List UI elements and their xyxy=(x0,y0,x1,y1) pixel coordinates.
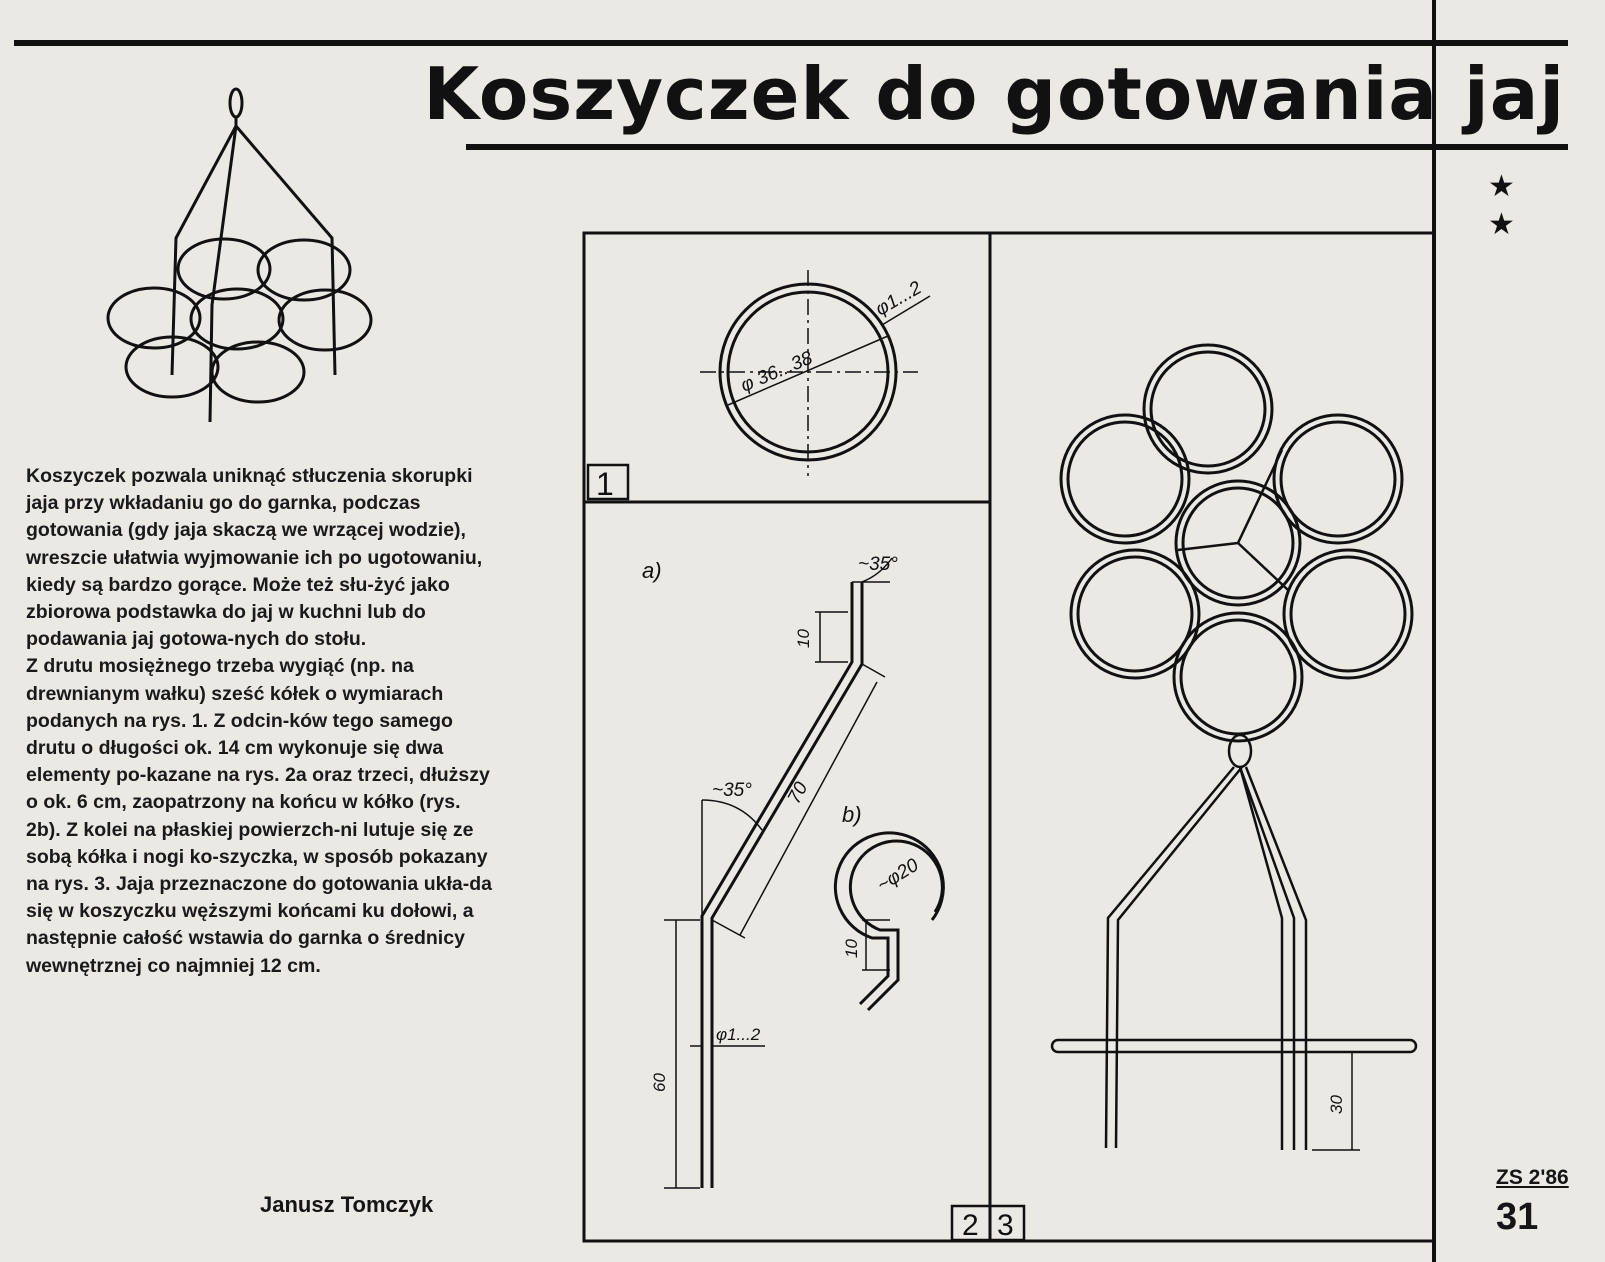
body-paragraph-1: Koszyczek pozwala uniknąć stłuczenia skorupki jaja przy wkładaniu go do garnka, podczas gotowania (gdy jaja skaczą we wrzącej wodzie), wreszcie ułatwia wyjmowanie ich po ugotowaniu, kiedy są bardzo gorące. Może też słu-żyć jako zbiorowa podstawka do jaj w kuchni lub do podawania jaj gotowa-nych do stołu. xyxy=(26,465,483,651)
author-name: Janusz Tomczyk xyxy=(260,1192,434,1217)
figure-1 xyxy=(588,270,930,502)
fig2-angle-top: ~35° xyxy=(858,554,898,575)
page-number: 31 xyxy=(1496,1196,1539,1238)
fig2-dim-top-leg: 10 xyxy=(794,629,813,648)
fig2-dim-wire: φ1...2 xyxy=(716,1025,761,1044)
fig1-number: 1 xyxy=(596,466,614,502)
figure-2b xyxy=(835,802,943,1010)
fig1-dim-wire: φ1...2 xyxy=(872,277,926,321)
issue-label: ZS 2'86 xyxy=(1496,1166,1569,1189)
fig2-dim-ring: ~φ20 xyxy=(873,854,923,897)
fig2-dim-bottom: 60 xyxy=(650,1073,669,1092)
fig3-dim-height: 30 xyxy=(1327,1095,1346,1114)
body-paragraph-2: Z drutu mosiężnego trzeba wygiąć (np. na drewnianym wałku) sześć kółek o wymiarach podanych na rys. 1. Z odcin-ków tego samego drutu o długości ok. 14 cm wykonuje się dwa elementy po-kazane na rys. 2a oraz trzeci, dłuższy o ok. 6 cm, zaopatrzony na końcu w kółko (rys. 2b). Z kolei na płaskiej powierzch-ni lutuje się ze sobą kółka i nogi ko-szyczka, w sposób pokazany na rys. 3. Jaja przeznaczone do gotowania ukła-da się w koszyczku węższymi końcami ku dołowi, a następnie całość wstawia do garnka o średnicy wewnętrznej co najmniej 12 cm. xyxy=(26,655,492,977)
fig2-label-b: b) xyxy=(842,802,862,827)
figure-3 xyxy=(1052,345,1416,1150)
fig2-number: 2 xyxy=(962,1209,979,1242)
fig2-dim-slant: 70 xyxy=(783,778,813,808)
fig2-angle-mid: ~35° xyxy=(712,780,752,801)
fig1-dim-diameter: φ 36...38 xyxy=(737,347,816,397)
fig2-dim-ring-leg: 10 xyxy=(842,939,861,958)
fig3-number: 3 xyxy=(997,1209,1014,1242)
fig2-label-a: a) xyxy=(642,558,662,583)
figure-2a xyxy=(642,554,898,1188)
difficulty-stars: ★ ★ xyxy=(1488,170,1515,241)
article-title: Koszyczek do gotowania jaj xyxy=(423,52,1565,136)
